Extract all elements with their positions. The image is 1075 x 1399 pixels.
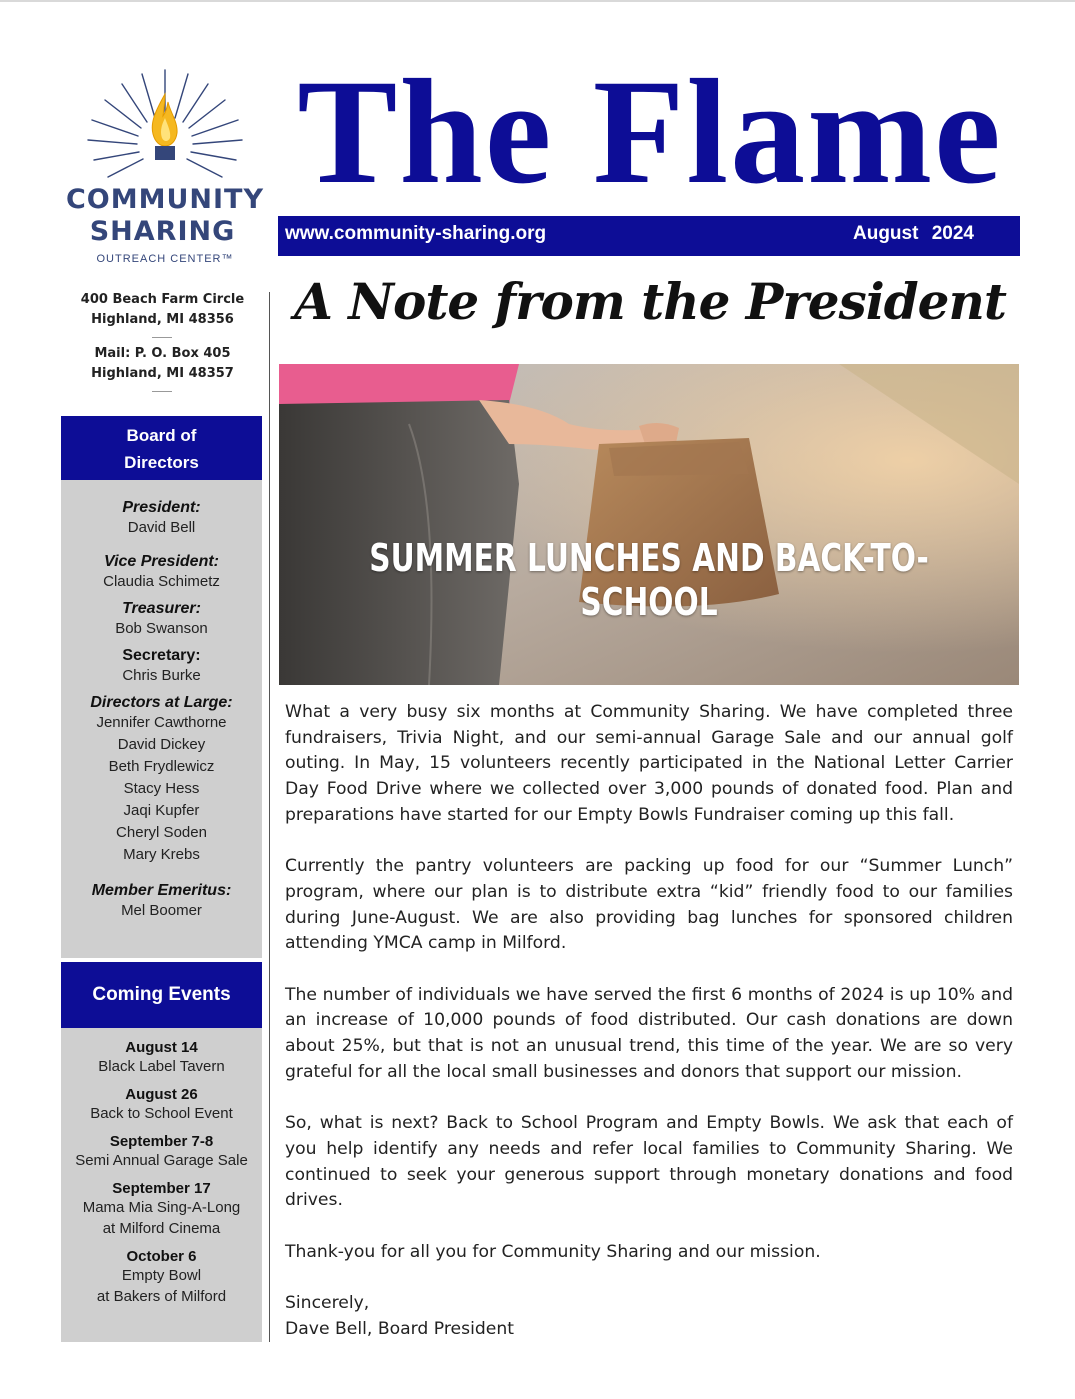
- website-link[interactable]: www.community-sharing.org: [285, 223, 547, 244]
- event-date: August 14: [125, 1039, 198, 1056]
- issue-date: August 2024: [853, 223, 974, 244]
- letter-closing: Sincerely,: [285, 1293, 370, 1314]
- flame-burst-icon: [60, 62, 270, 187]
- logo-word-outreach: OUTREACH CENTER™: [96, 253, 234, 265]
- role-president: President:: [122, 499, 201, 516]
- photo-caption: SUMMER LUNCHES AND BACK-TO-SCHOOL: [369, 536, 929, 624]
- letter-paragraph: So, what is next? Back to School Program and Empty Bowls. We ask that each of you help identify any needs and refer local families to Community Sharing. We continued to seek your generous support through monetary donations and food drives.: [285, 1113, 1013, 1211]
- board-heading-line1: Board of: [126, 426, 197, 445]
- board-list: [61, 480, 262, 958]
- event-name: Mama Mia Sing-A-Long: [82, 1199, 241, 1216]
- person-president: David Bell: [127, 519, 196, 536]
- person-secretary: Chris Burke: [122, 667, 201, 684]
- street-address: 400 Beach Farm Circle: [80, 292, 245, 307]
- letter-paragraph: What a very busy six months at Community Sharing. We have completed three fundraisers, Trivia Night, and our semi-annual Garage Sale and our annual golf outing. In May, 15 volunteers recently participated in the National Letter Carrier Day Food Drive where we collected over 3,000 pounds of donated food. Plan and preparations have started for our Empty Bowls Fundraiser coming up this fall.: [285, 702, 1013, 825]
- role-treasurer: Treasurer:: [122, 600, 201, 617]
- event-name: Back to School Event: [90, 1105, 233, 1122]
- person-treasurer: Bob Swanson: [115, 620, 208, 637]
- event-name: Empty Bowl: [121, 1267, 202, 1284]
- mail-address: Mail: P. O. Box 405: [94, 346, 231, 361]
- logo-word-community: COMMUNITY: [65, 184, 265, 215]
- person-vice-president: Claudia Schimetz: [103, 573, 220, 590]
- address-divider: [152, 391, 172, 392]
- event-date: September 17: [112, 1180, 211, 1197]
- director-name: Jennifer Cawthorne: [96, 714, 227, 731]
- event-name: Semi Annual Garage Sale: [75, 1152, 248, 1169]
- mail-city: Highland, MI 48357: [91, 366, 234, 381]
- events-list: [61, 1028, 262, 1342]
- event-name: Black Label Tavern: [98, 1058, 225, 1075]
- letter-signature: Dave Bell, Board President: [285, 1318, 514, 1339]
- event-date: September 7-8: [109, 1133, 214, 1150]
- newsletter-title: The Flame: [297, 49, 1003, 215]
- photo-child-with-lunch-bag: [279, 364, 1019, 685]
- top-rule: [0, 0, 1075, 2]
- director-name: Stacy Hess: [123, 780, 200, 797]
- article-heading: A Note from the President: [294, 272, 1006, 331]
- director-name: Beth Frydlewicz: [108, 758, 215, 775]
- letter-paragraph: The number of individuals we have served the first 6 months of 2024 is up 10% and an increase of 10,000 pounds of food distributed. Our cash donations are down about 25%, but that is not an unusual trend, this time of the year. We are so very grateful for all the local small businesses and donors that support our mission.: [285, 984, 1013, 1082]
- article-photo: [279, 364, 1019, 685]
- event-location: at Milford Cinema: [102, 1220, 221, 1237]
- address-divider: [152, 337, 172, 338]
- event-date: October 6: [126, 1248, 197, 1265]
- role-vice-president: Vice President:: [103, 553, 219, 570]
- board-heading: [61, 416, 262, 480]
- letter-paragraph: Currently the pantry volunteers are packing up food for our “Summer Lunch” program, where our plan is to distribute extra “kid” friendly food to our families during June-August. We are also providing bag lunches for sponsored children attending YMCA camp in Milford.: [285, 856, 1013, 954]
- director-name: David Dickey: [117, 736, 206, 753]
- role-member-emeritus: Member Emeritus:: [91, 882, 232, 899]
- board-heading-line2: Directors: [124, 453, 199, 472]
- director-name: Jaqi Kupfer: [123, 802, 200, 819]
- event-location: at Bakers of Milford: [96, 1288, 227, 1305]
- logo-word-sharing: SHARING: [89, 216, 236, 247]
- role-secretary: Secretary:: [122, 647, 201, 664]
- person-member-emeritus: Mel Boomer: [121, 902, 202, 919]
- events-heading: Coming Events: [61, 962, 262, 1028]
- letter-paragraph: Thank-you for all you for Community Sharing and our mission.: [285, 1241, 821, 1262]
- event-date: August 26: [125, 1086, 198, 1103]
- role-directors-at-large: Directors at Large:: [90, 694, 233, 711]
- director-name: Cheryl Soden: [116, 824, 207, 841]
- city-address: Highland, MI 48356: [91, 312, 234, 327]
- director-name: Mary Krebs: [123, 846, 200, 863]
- column-divider: [269, 292, 270, 1342]
- president-letter: [285, 700, 1013, 1343]
- community-sharing-logo: [60, 62, 270, 272]
